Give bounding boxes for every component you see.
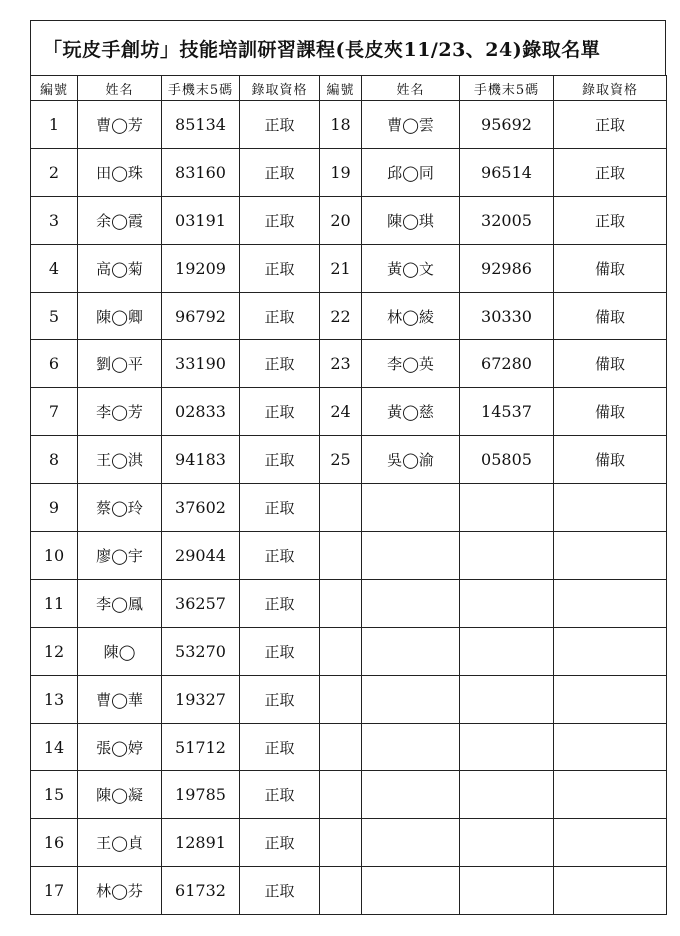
name-cell: 王◯貞 (78, 819, 162, 867)
number-cell: 11 (31, 579, 78, 627)
status-cell (554, 627, 667, 675)
phone-cell: 61732 (162, 867, 240, 915)
name-cell: 陳◯凝 (78, 771, 162, 819)
name-cell: 陳◯卿 (78, 292, 162, 340)
number-cell: 2 (31, 148, 78, 196)
number-cell: 15 (31, 771, 78, 819)
name-cell: 曹◯芳 (78, 101, 162, 149)
number-cell: 19 (320, 148, 362, 196)
name-cell: 李◯英 (362, 340, 460, 388)
name-cell: 廖◯宇 (78, 532, 162, 580)
status-cell: 備取 (554, 292, 667, 340)
number-cell (320, 867, 362, 915)
phone-cell (460, 579, 554, 627)
status-cell: 正取 (240, 244, 320, 292)
table-row (31, 148, 667, 196)
status-cell (554, 723, 667, 771)
name-cell: 余◯霞 (78, 196, 162, 244)
number-cell: 14 (31, 723, 78, 771)
name-cell: 李◯鳳 (78, 579, 162, 627)
number-cell: 3 (31, 196, 78, 244)
header-phone-right: 手機末5碼 (460, 76, 554, 101)
phone-cell: 85134 (162, 101, 240, 149)
table-row (31, 819, 667, 867)
table-body (31, 101, 667, 915)
phone-cell: 33190 (162, 340, 240, 388)
status-cell: 正取 (240, 436, 320, 484)
header-status-left: 錄取資格 (240, 76, 320, 101)
name-cell (362, 579, 460, 627)
status-cell (554, 532, 667, 580)
number-cell: 18 (320, 101, 362, 149)
admission-list-sheet (30, 20, 666, 915)
phone-cell: 02833 (162, 388, 240, 436)
name-cell: 蔡◯玲 (78, 484, 162, 532)
phone-cell: 32005 (460, 196, 554, 244)
number-cell: 13 (31, 675, 78, 723)
number-cell: 22 (320, 292, 362, 340)
name-cell: 林◯綾 (362, 292, 460, 340)
phone-cell (460, 819, 554, 867)
name-cell: 林◯芬 (78, 867, 162, 915)
phone-cell: 37602 (162, 484, 240, 532)
header-status-right: 錄取資格 (554, 76, 667, 101)
status-cell: 正取 (240, 388, 320, 436)
phone-cell: 53270 (162, 627, 240, 675)
name-cell (362, 819, 460, 867)
status-cell: 備取 (554, 244, 667, 292)
name-cell: 高◯菊 (78, 244, 162, 292)
name-cell (362, 627, 460, 675)
status-cell: 正取 (240, 340, 320, 388)
phone-cell: 83160 (162, 148, 240, 196)
name-cell: 曹◯華 (78, 675, 162, 723)
phone-cell (460, 627, 554, 675)
phone-cell: 92986 (460, 244, 554, 292)
table-row (31, 340, 667, 388)
name-cell (362, 867, 460, 915)
header-name-left: 姓名 (78, 76, 162, 101)
header-phone-left: 手機末5碼 (162, 76, 240, 101)
status-cell: 正取 (554, 148, 667, 196)
status-cell: 正取 (240, 532, 320, 580)
phone-cell (460, 484, 554, 532)
phone-cell: 29044 (162, 532, 240, 580)
document-title: 「玩皮手創坊」技能培訓研習課程(長皮夾11/23、24)錄取名單 (30, 20, 666, 75)
phone-cell: 19327 (162, 675, 240, 723)
number-cell: 25 (320, 436, 362, 484)
status-cell: 備取 (554, 388, 667, 436)
status-cell (554, 675, 667, 723)
phone-cell: 51712 (162, 723, 240, 771)
status-cell: 正取 (240, 867, 320, 915)
table-row (31, 867, 667, 915)
table-header-row (31, 76, 667, 101)
number-cell: 24 (320, 388, 362, 436)
phone-cell: 96792 (162, 292, 240, 340)
status-cell: 正取 (554, 196, 667, 244)
status-cell: 正取 (240, 148, 320, 196)
table-row (31, 484, 667, 532)
table-row (31, 723, 667, 771)
phone-cell (460, 867, 554, 915)
table-row (31, 388, 667, 436)
status-cell: 正取 (240, 292, 320, 340)
number-cell: 10 (31, 532, 78, 580)
number-cell: 9 (31, 484, 78, 532)
number-cell (320, 484, 362, 532)
name-cell: 邱◯同 (362, 148, 460, 196)
number-cell: 7 (31, 388, 78, 436)
status-cell: 正取 (240, 579, 320, 627)
number-cell (320, 675, 362, 723)
name-cell (362, 771, 460, 819)
phone-cell: 96514 (460, 148, 554, 196)
phone-cell: 03191 (162, 196, 240, 244)
number-cell: 16 (31, 819, 78, 867)
table-row (31, 101, 667, 149)
name-cell: 黃◯慈 (362, 388, 460, 436)
number-cell (320, 819, 362, 867)
number-cell: 1 (31, 101, 78, 149)
status-cell: 正取 (240, 484, 320, 532)
number-cell (320, 771, 362, 819)
status-cell: 正取 (554, 101, 667, 149)
phone-cell: 36257 (162, 579, 240, 627)
phone-cell: 95692 (460, 101, 554, 149)
status-cell (554, 579, 667, 627)
table-row (31, 292, 667, 340)
number-cell: 8 (31, 436, 78, 484)
number-cell: 5 (31, 292, 78, 340)
number-cell (320, 579, 362, 627)
status-cell: 正取 (240, 675, 320, 723)
status-cell: 正取 (240, 771, 320, 819)
status-cell (554, 819, 667, 867)
status-cell (554, 771, 667, 819)
status-cell: 正取 (240, 196, 320, 244)
phone-cell: 19209 (162, 244, 240, 292)
number-cell: 17 (31, 867, 78, 915)
name-cell: 吳◯渝 (362, 436, 460, 484)
number-cell (320, 723, 362, 771)
name-cell: 陳◯琪 (362, 196, 460, 244)
table-row (31, 627, 667, 675)
name-cell (362, 675, 460, 723)
phone-cell: 67280 (460, 340, 554, 388)
phone-cell: 94183 (162, 436, 240, 484)
number-cell (320, 532, 362, 580)
name-cell: 王◯淇 (78, 436, 162, 484)
phone-cell (460, 723, 554, 771)
status-cell: 備取 (554, 436, 667, 484)
name-cell: 陳◯ (78, 627, 162, 675)
name-cell: 田◯珠 (78, 148, 162, 196)
status-cell: 備取 (554, 340, 667, 388)
phone-cell (460, 771, 554, 819)
table-row (31, 579, 667, 627)
name-cell (362, 723, 460, 771)
name-cell (362, 532, 460, 580)
number-cell: 12 (31, 627, 78, 675)
phone-cell: 14537 (460, 388, 554, 436)
header-name-right: 姓名 (362, 76, 460, 101)
header-number-right: 編號 (320, 76, 362, 101)
phone-cell: 12891 (162, 819, 240, 867)
status-cell (554, 484, 667, 532)
number-cell: 20 (320, 196, 362, 244)
table-row (31, 532, 667, 580)
status-cell: 正取 (240, 101, 320, 149)
phone-cell: 30330 (460, 292, 554, 340)
name-cell: 張◯婷 (78, 723, 162, 771)
phone-cell (460, 675, 554, 723)
table-row (31, 244, 667, 292)
phone-cell: 19785 (162, 771, 240, 819)
number-cell: 6 (31, 340, 78, 388)
name-cell: 曹◯雲 (362, 101, 460, 149)
admission-table (30, 75, 667, 915)
status-cell: 正取 (240, 819, 320, 867)
name-cell: 黃◯文 (362, 244, 460, 292)
status-cell: 正取 (240, 627, 320, 675)
table-row (31, 436, 667, 484)
number-cell (320, 627, 362, 675)
number-cell: 23 (320, 340, 362, 388)
phone-cell (460, 532, 554, 580)
number-cell: 4 (31, 244, 78, 292)
table-row (31, 675, 667, 723)
name-cell: 李◯芳 (78, 388, 162, 436)
status-cell: 正取 (240, 723, 320, 771)
phone-cell: 05805 (460, 436, 554, 484)
table-row (31, 771, 667, 819)
header-number-left: 編號 (31, 76, 78, 101)
number-cell: 21 (320, 244, 362, 292)
name-cell (362, 484, 460, 532)
table-row (31, 196, 667, 244)
status-cell (554, 867, 667, 915)
name-cell: 劉◯平 (78, 340, 162, 388)
